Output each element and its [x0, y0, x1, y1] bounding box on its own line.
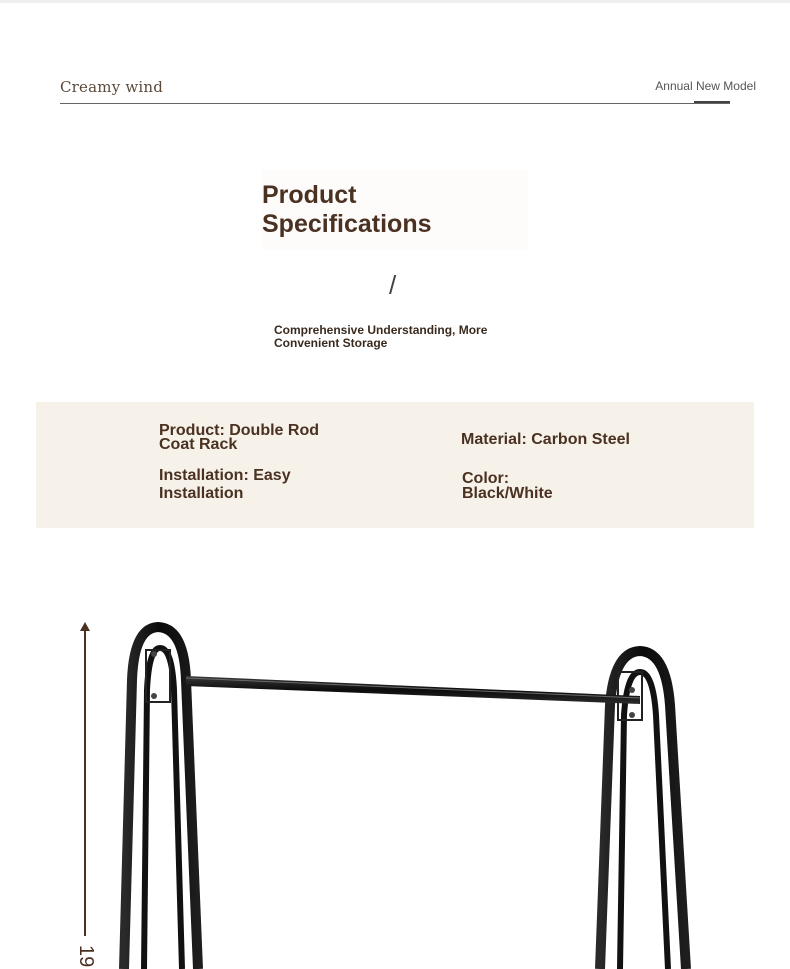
header-divider — [60, 103, 730, 104]
spec-installation: Installation: Easy Installation — [159, 467, 291, 502]
coat-rack-image — [100, 610, 700, 969]
spec-color: Color: Black/White — [462, 470, 553, 502]
brand-name: Creamy wind — [60, 78, 164, 96]
header-divider-accent — [694, 101, 730, 103]
spec-material: Material: Carbon Steel — [461, 431, 630, 448]
height-dimension-label: 19 — [75, 945, 97, 968]
spec-product: Product: Double Rod Coat Rack — [159, 422, 319, 453]
height-dimension-line — [84, 630, 86, 936]
annual-new-model-label: Annual New Model — [655, 79, 756, 93]
section-subtitle: Comprehensive Understanding, More Convenient Storage — [274, 323, 488, 350]
title-divider: / — [389, 270, 397, 300]
section-title: Product Specifications — [262, 170, 528, 250]
top-divider — [0, 0, 790, 3]
spec-panel — [36, 402, 754, 528]
